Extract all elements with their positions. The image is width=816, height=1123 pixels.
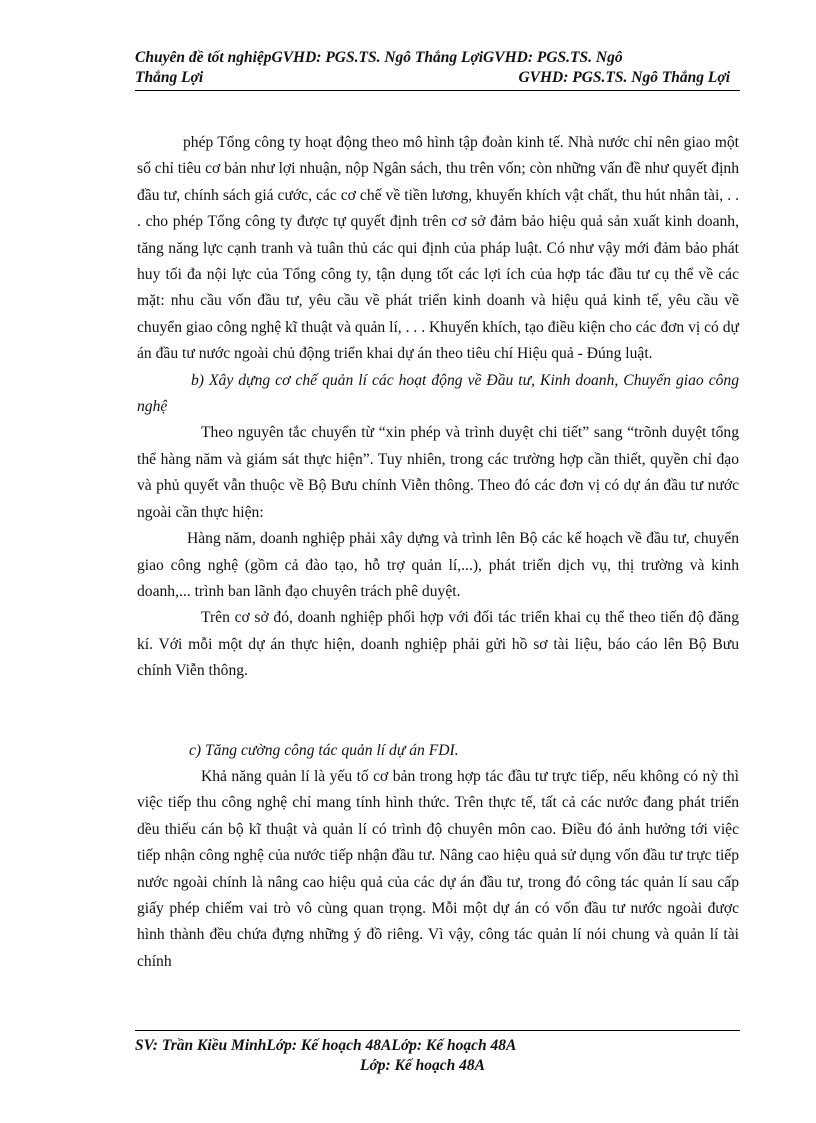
heading-c: c) Tăng cường công tác quản lí dự án FDI. (189, 741, 459, 759)
page-footer (135, 1030, 740, 1076)
page-header (135, 48, 740, 91)
header-text-1: Chuyên đề tốt nghiệpGVHD: PGS.TS. Ngô Thắng LợiGVHD: PGS.TS. Ngô (135, 49, 623, 66)
header-line-1 (135, 48, 740, 68)
paragraph-1: phép Tổng công ty hoạt động theo mô hình tập đoàn kinh tế. Nhà nước chỉ nên giao một số chỉ tiêu cơ bản như lợi nhuận, nộp Ngân sách, thu trên vốn; còn những vấn đề như quyết định đầu tư, chính sách giá cước, các cơ chế về tiền lương, khuyến khích vật chất, thu hút nhân tài, . . . cho phép Tổng công ty được tự quyết định trên cơ sở đảm bảo hiệu quả sản xuất kinh doanh, tăng năng lực cạnh tranh và tuân thủ các qui định của pháp luật. Có như vậy mới đảm bảo phát huy tối đa nội lực của Tổng công ty, tận dụng tốt các lợi ích của hợp tác đầu tư cụ thể về các mặt: nhu cầu vốn đầu tư, yêu cầu về phát triển kinh doanh và hiệu quả kinh tế, yêu cầu về chuyển giao công nghệ kĩ thuật và quản lí, . . . Khuyến khích, tạo điều kiện cho các đơn vị có dự án đầu tư nước ngoài chủ động triển khai dự án theo tiêu chí Hiệu quả - Đúng luật. (137, 134, 739, 363)
footer-line-2: Lớp: Kế hoạch 48A (360, 1057, 485, 1074)
header-text-2-right: GVHD: PGS.TS. Ngô Thắng Lợi (518, 69, 730, 86)
paragraph-2: Theo nguyên tắc chuyển từ “xin phép và trình duyệt chi tiết” sang “trõnh duyệt tổng thể hàng năm và giám sát thực hiện”. Tuy nhiên, trong các trường hợp cần thiết, quyền chỉ đạo và phủ quyết vẫn thuộc về Bộ Bưu chính Viễn thông. Theo đó các đơn vị có dự án đầu tư nước ngoài cần thực hiện: (137, 424, 739, 521)
header-text-2-left: Thắng Lợi (135, 69, 204, 86)
header-line-2 (135, 68, 740, 88)
paragraph-5: Khả năng quản lí là yếu tố cơ bản trong hợp tác đầu tư trực tiếp, nếu không có nỳ thì việc tiếp thu công nghệ chỉ mang tính hình thức. Trên thực tế, tất cả các nước đang phát triển dều thiếu cán bộ kĩ thuật và quản lí có trình độ chuyên môn cao. Điều đó ảnh hưởng tới việc tiếp nhận công nghệ của nước tiếp nhận đầu tư. Nâng cao hiệu quả sử dụng vốn đầu tư trực tiếp nước ngoài chính là nâng cao hiệu quả của các dự án đầu tư, trong đó công tác quản lí sau cấp giấy phép chiếm vai trò vô cùng quan trọng. Mỗi một dự án có vốn đầu tư nước ngoài được hình thành đều chứa đựng những ý đồ riêng. Vì vậy, công tác quản lí nói chung và quản lí tài chính (137, 767, 739, 970)
spacer (137, 685, 739, 738)
paragraph-3: Hàng năm, doanh nghiệp phải xây dựng và trình lên Bộ các kế hoạch về đầu tư, chuyển giao công nghệ (gồm cả đào tạo, hỗ trợ quản lí,...), phát triển dịch vụ, thị trường và kinh doanh,... trình ban lãnh đạo chuyên trách phê duyệt. (137, 530, 739, 600)
document-body (137, 130, 739, 975)
footer-line-1: SV: Trần Kiều MinhLớp: Kế hoạch 48ALớp: Kế hoạch 48A (135, 1037, 517, 1054)
paragraph-4: Trên cơ sở đó, doanh nghiệp phối hợp với đối tác triển khai cụ thể theo tiến độ đăng kí. Với mỗi một dự án thực hiện, doanh nghiệp phải gửi hồ sơ tài liệu, báo cáo lên Bộ Bưu chính Viễn thông. (137, 609, 739, 680)
heading-b: b) Xây dựng cơ chế quản lí các hoạt động về Đầu tư, Kinh doanh, Chuyển giao công nghệ (137, 371, 739, 416)
